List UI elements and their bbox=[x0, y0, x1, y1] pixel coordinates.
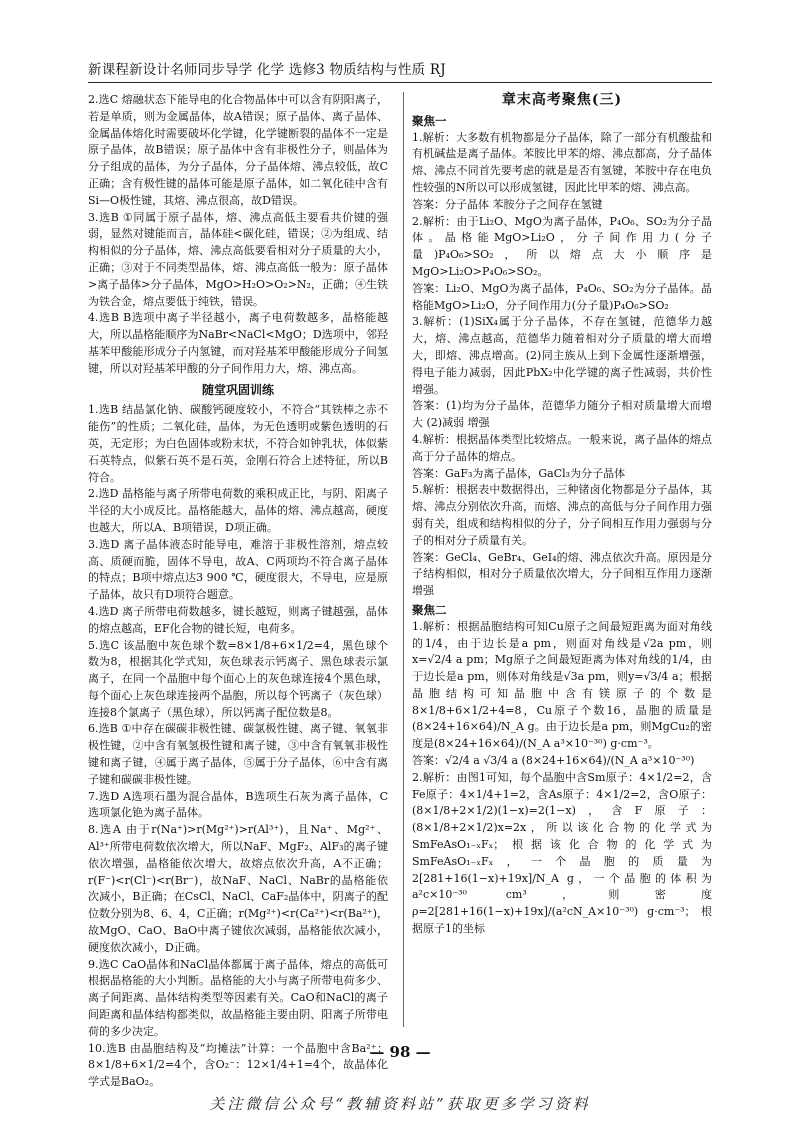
focus2-answer-1: 答案：√2/4 a √3/4 a (8×24+16×64)/(N_A a³×10⁻³⁰) bbox=[412, 754, 695, 768]
focus1-analysis-3: 3.解析：(1)SiX₄属于分子晶体，不存在氢键，范德华力越大，熔、沸点越高，范德华力随着相对分子质量的增大而增大，即熔、沸点增高。(2)同主族从上到下金属性逐渐增强，得电子能力减弱，因此PbX₂中化学键的离子性减弱，共价性增强。 bbox=[412, 315, 712, 396]
focus1-analysis-5: 5.解析：根据表中数据得出，三种锗卤化物都是分子晶体，其熔、沸点分别依次升高，而熔、沸点的高低与分子间作用力强弱有关，组成和结构相似的分子，分子间相互作用力强弱与分子的相对分子质量有关。 bbox=[412, 483, 712, 547]
practice-answer-5: 5.选C 该晶胞中灰色球个数=8×1/8+6×1/2=4，黑色球个数为8，根据其化学式知，灰色球表示钙离子、黑色球表示氯离子，在同一个晶胞中每个面心上的灰色球连接4个黑色球，每个面心上灰色球连接两个晶胞，所以每个钙离子（灰色球）连接8个氯离子（黑色球），所以钙离子配位数是8。 bbox=[88, 638, 388, 719]
right-column bbox=[412, 92, 712, 938]
left-column bbox=[88, 92, 388, 1091]
focus2-analysis-1: 1.解析：根据晶胞结构可知Cu原子之间最短距离为面对角线的1/4，由于边长是a pm，则面对角线是√2a pm，则x=√2/4 a pm；Mg原子之间最短距离为体对角线的1/4，由于边长是a pm，则体对角线是√3a pm，则y=√3/4 a；根据晶胞结构可知晶胞中含有镁原子的个数是8×1/8+6×1/2+4=8，Cu原子个数16，晶胞的质量是(8×24+16×64)/N_A g。由于边长是a pm，则MgCu₂的密度是(8×24+16×64)/(N_A a³×10⁻³⁰) g·cm⁻³。 bbox=[412, 619, 712, 751]
focus1-answer-5: 答案：GeCl₄、GeBr₄、GeI₄的熔、沸点依次升高。原因是分子结构相似，相对分子质量依次增大，分子间相互作用力逐渐增强 bbox=[412, 550, 712, 598]
answer-2: 2.选C 熔融状态下能导电的化合物晶体中可以含有阴阳离子，若是单质，则为金属晶体，故A错误；原子晶体、离子晶体、金属晶体熔化时需要破坏化学键，化学键断裂的晶体不一定是原子晶体，故B错误；原子晶体中含有非极性分子，则晶体为分子组成的晶体，为分子晶体，分子晶体熔、沸点较低，故C正确；含有极性键的晶体可能是原子晶体，如二氧化硅中含有Si—O极性键，其熔、沸点很高，故D错误。 bbox=[88, 93, 388, 207]
practice-answer-4: 4.选D 离子所带电荷数越多，键长越短，则离子键越强，晶体的熔点越高，EF化合物的键长短，电荷多。 bbox=[88, 604, 388, 635]
practice-answer-8: 8.选A 由于r(Na⁺)>r(Mg²⁺)>r(Al³⁺)，且Na⁺、Mg²⁺、Al³⁺所带电荷数依次增大，所以NaF、MgF₂、AlF₃的离子键依次增强，晶格能依次增大，故熔点依次升高，A不正确；r(F⁻)<r(Cl⁻)<r(Br⁻)，故NaF、NaCl、NaBr的晶格能依次减小，B正确；在CsCl、NaCl、CaF₂晶体中，阴离子的配位数分别为8、6、4，C正确；r(Mg²⁺)<r(Ca²⁺)<r(Ba²⁺)，故MgO、CaO、BaO中离子键依次减弱，晶格能依次减小，硬度依次减小，D正确。 bbox=[88, 823, 388, 954]
focus1-analysis-2: 2.解析：由于Li₂O、MgO为离子晶体，P₄O₆、SO₂为分子晶体。晶格能MgO>Li₂O，分子间作用力(分子量)P₄O₆>SO₂，所以熔点大小顺序是MgO>Li₂O>P₄O₆>SO₂。 bbox=[412, 214, 712, 278]
section-heading-practice: 随堂巩固训练 bbox=[201, 382, 274, 397]
practice-answer-2: 2.选D 晶格能与离子所带电荷数的乘积成正比，与阴、阳离子半径的大小成反比。晶格能越大，晶体的熔、沸点越高，硬度也越大，所以A、B项错误，D项正确。 bbox=[88, 487, 388, 534]
focus-one-heading: 聚焦一 bbox=[412, 113, 447, 128]
focus-two-heading: 聚焦二 bbox=[412, 602, 447, 617]
practice-answer-6: 6.选B ①中存在碳碳非极性键、碳氯极性键、离子键、氧氧非极性键，②中含有氧氢极性键和离子键，③中含有氧氧非极性键和离子键，④属于离子晶体，⑤属于分子晶体，⑥中含有离子键和碳碳非极性键。 bbox=[88, 722, 388, 786]
practice-answer-9: 9.选C CaO晶体和NaCl晶体都属于离子晶体，熔点的高低可根据晶格能的大小判断。晶格能的大小与离子所带电荷多少、离子间距离、晶体结构类型等因素有关。CaO和NaCl的离子间距离和晶体结构都类似，故晶格能主要由阴、阳离子所带电荷的多少决定。 bbox=[88, 957, 388, 1038]
focus1-analysis-1: 1.解析：大多数有机物都是分子晶体，除了一部分有机酸盐和有机碱盐是离子晶体。苯胺比甲苯的熔、沸点都高，分子晶体熔、沸点不同首先要考虑的就是是否有氢键，苯胺中存在电负性较强的N所以可以形成氢键，因此比甲苯的熔、沸点高。 bbox=[412, 130, 712, 194]
focus1-answer-4: 答案：GaF₃为离子晶体，GaCl₃为分子晶体 bbox=[412, 466, 626, 480]
practice-answer-7: 7.选D A选项石墨为混合晶体，B选项生石灰为离子晶体，C选项氯化铯为离子晶体。 bbox=[88, 789, 388, 820]
focus1-analysis-4: 4.解析：根据晶体类型比较熔点。一般来说，离子晶体的熔点高于分子晶体的熔点。 bbox=[412, 432, 712, 463]
answer-3: 3.选B ①同属于原子晶体，熔、沸点高低主要看共价键的强弱，显然对键能而言，晶体硅<碳化硅，错误；②为组成、结构相似的分子晶体，熔、沸点高低要看相对分子质量的大小，正确；③对于不同类型晶体，熔、沸点高低一般为：原子晶体>离子晶体>分子晶体，MgO>H₂O>O₂>N₂，正确；④生铁为铁合金，熔点要低于纯铁，错误。 bbox=[88, 210, 388, 308]
page-header bbox=[88, 58, 712, 83]
page-number: — 98 — bbox=[369, 1043, 431, 1061]
answer-4: 4.选B B选项中离子半径越小，离子电荷数越多，晶格能越大，所以晶格能顺序为NaBr<NaCl<MgO；D选项中，邻羟基苯甲酸能形成分子内氢键，而对羟基苯甲酸能形成分子间氢键，所以对羟基苯甲酸的分子间作用力大，熔、沸点高。 bbox=[88, 311, 388, 375]
practice-answer-1: 1.选B 结晶氯化钠、碳酸钙硬度较小，不符合“其铁棒之赤不能伤”的性质；二氧化硅，晶体，为无色透明或紫色透明的石英，无定形；为白色固体或粉末状，不符合如钟乳状，体似紫石英特点，似紫石英不是石英，金刚石符合上述特征，所以B符合。 bbox=[88, 403, 388, 484]
focus1-answer-3: 答案：(1)均为分子晶体，范德华力随分子相对质量增大而增大 (2)减弱 增强 bbox=[412, 399, 712, 430]
practice-answer-3: 3.选D 离子晶体液态时能导电，难溶于非极性溶剂，熔点较高、质硬而脆，固体不导电，故A、C两项均不符合离子晶体的特点；B项中熔点达3 900 ℃，硬度很大，不导电，应是原子晶体，故只有D项符合题意。 bbox=[88, 537, 388, 602]
focus1-answer-1: 答案：分子晶体 苯胺分子之间存在氢键 bbox=[412, 197, 603, 211]
chapter-title: 章末高考聚焦(三) bbox=[501, 92, 623, 108]
focus1-answer-2: 答案：Li₂O、MgO为离子晶体，P₄O₆、SO₂为分子晶体。晶格能MgO>Li₂O，分子间作用力(分子量)P₄O₆>SO₂ bbox=[412, 281, 712, 312]
column-divider bbox=[403, 92, 404, 1027]
practice-answer-10: 10.选B 由晶胞结构及“均摊法”计算：一个晶胞中含Ba²⁺：8×1/8+6×1/2=4个，含O₂⁻：12×1/4+1=4个，故晶体化学式是BaO₂。 bbox=[88, 1041, 388, 1089]
footer-note: 关注微信公众号“教辅资料站”获取更多学习资料 bbox=[209, 1095, 591, 1113]
focus2-analysis-2: 2.解析：由图1可知，每个晶胞中含Sm原子：4×1/2=2，含Fe原子：4×1/4+1=2，含As原子：4×1/2=2，含O原子：(8×1/8+2×1/2)(1−x)=2(1−x)，含F原子：(8×1/8+2×1/2)x=2x，所以该化合物的化学式为SmFeAsO₁₋ₓFₓ；根据该化合物的化学式为SmFeAsO₁₋ₓFₓ，一个晶胞的质量为2[281+16(1−x)+19x]/N_A g，一个晶胞的体积为a²c×10⁻³⁰ cm³，则密度ρ=2[281+16(1−x)+19x]/(a²cN_A×10⁻³⁰) g·cm⁻³；根据原子1的坐标 bbox=[412, 770, 712, 936]
header-text: 新课程新设计名师同步导学 化学 选修3 物质结构与性质 RJ bbox=[88, 62, 446, 78]
